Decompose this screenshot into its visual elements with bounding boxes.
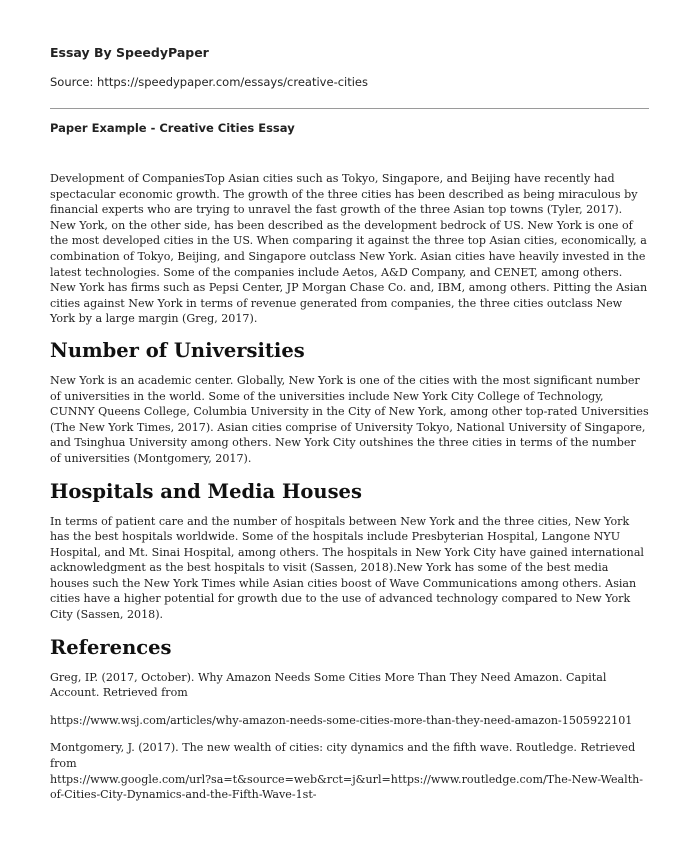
- source-line: Source: https://speedypaper.com/essays/creative-cities: [50, 75, 369, 89]
- references-heading: References: [50, 635, 172, 659]
- universities-heading: Number of Universities: [50, 338, 305, 362]
- intro-paragraph: Development of CompaniesTop Asian cities such as Tokyo, Singapore, and Beijing have recently had spectacular economic growth. The growth of the three cities has been described as being miraculous by financial experts who are trying to unravel the fast growth of the three Asian top towns (Tyler, 2017). New York, on the other side, has been described as the development bedrock of US. New York is one of the most developed cities in the US. When comparing it against the three top Asian cities, economically, a combination of Tokyo, Beijing, and Singapore outclass New York. Asian cities have heavily invested in the latest technologies. Some of the companies include Aetos, A&D Company, and CENET, among others. New York has firms such as Pepsi Center, JP Morgan Chase Co. and, IBM, among others. Pitting the Asian cities against New York in terms of revenue generated from companies, the three cities outclass New York by a large margin (Greg, 2017).: [50, 172, 648, 326]
- universities-paragraph: New York is an academic center. Globally, New York is one of the cities with the most significant number of universities in the world. Some of the universities include New York City College of Technology, CUNNY Queens College, Columbia University in the City of New York, among other top-rated Universities (The New York Times, 2017). Asian cities comprise of University Tokyo, National University of Singapore, and Tsinghua University among others. New York City outshines the three cities in terms of the number of universities (Montgomery, 2017).: [50, 373, 649, 465]
- hospitals-paragraph: In terms of patient care and the number of hospitals between New York and the three cities, New York has the best hospitals worldwide. Some of the hospitals include Presbyterian Hospital, Langone NYU Hospital, and Mt. Sinai Hospital, among others. The hospitals in New York City have gained international acknowledgment as the best hospitals to visit (Sassen, 2018).New York has some of the best media houses such the New York Times while Asian cities boost of Wave Communications among others. Asian cities have a higher potential for growth due to the use of advanced technology compared to New York City (Sassen, 2018).: [50, 514, 644, 622]
- reference-citation: Montgomery, J. (2017). The new wealth of cities: city dynamics and the fifth wave. Routledge. Retrieved from: [50, 741, 636, 771]
- hospitals-heading: Hospitals and Media Houses: [50, 479, 362, 503]
- reference-url: https://www.wsj.com/articles/why-amazon-needs-some-cities-more-than-they-need-amazon-1505922101: [50, 713, 633, 727]
- header-divider: [50, 108, 649, 109]
- essay-body: [50, 171, 649, 803]
- paper-title: Paper Example - Creative Cities Essay: [50, 121, 295, 135]
- reference-citation: Greg, IP. (2017, October). Why Amazon Needs Some Cities More Than They Need Amazon. Capital Account. Retrieved from: [50, 670, 607, 700]
- site-brand: Essay By SpeedyPaper: [50, 45, 209, 60]
- reference-url: https://www.google.com/url?sa=t&source=web&rct=j&url=https://www.routledge.com/The-New-Wealth-of-Cities-City-Dynamics-and-the-Fifth-Wave-1st-: [50, 772, 644, 802]
